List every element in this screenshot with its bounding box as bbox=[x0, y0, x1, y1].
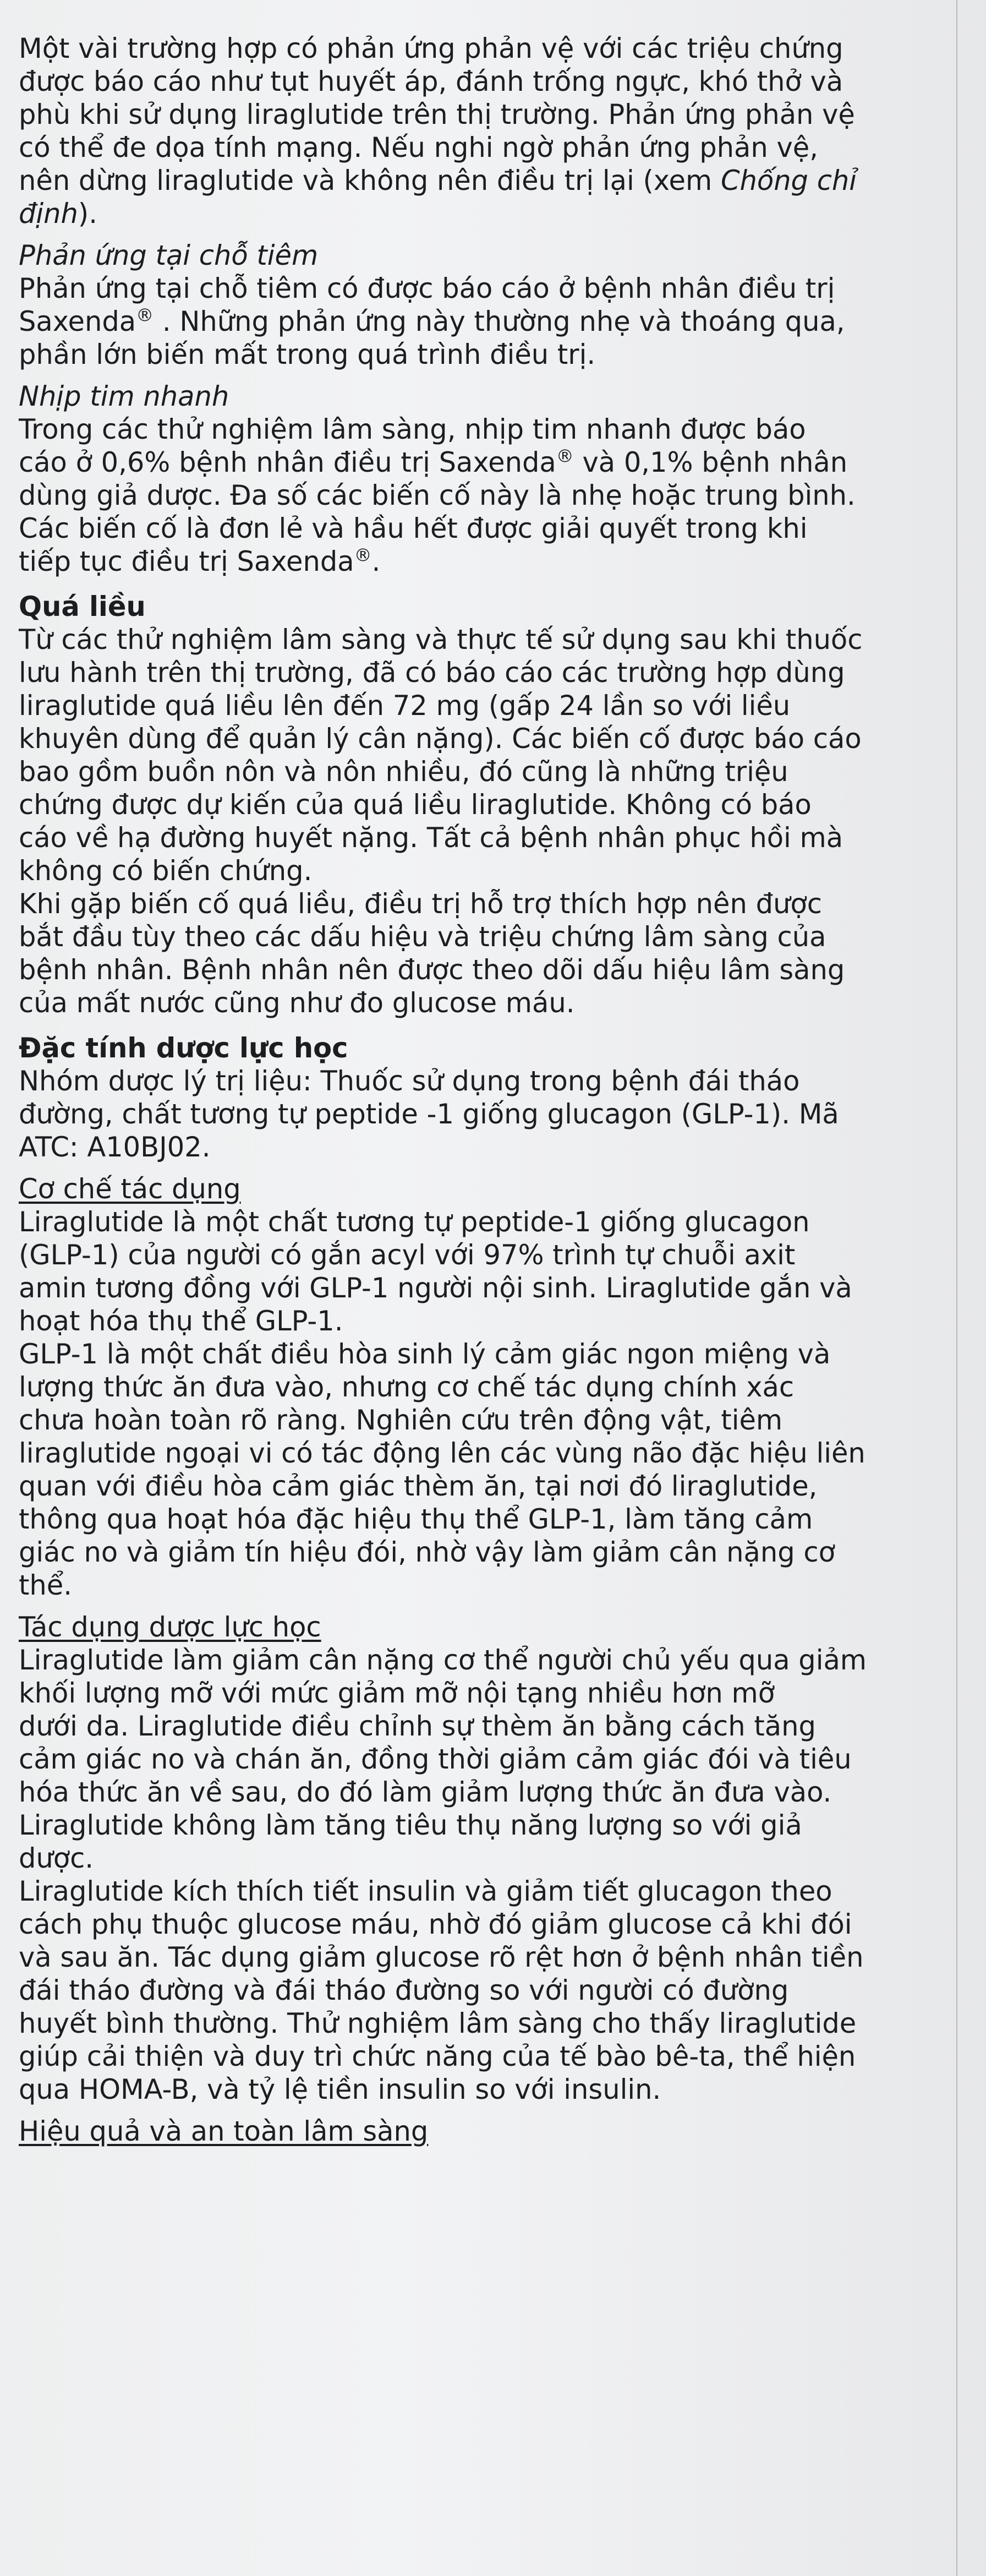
intro-line: có thể đe dọa tính mạng. Nếu nghi ngờ phản ứng phản vệ, bbox=[19, 132, 818, 163]
intro-line: Một vài trường hợp có phản ứng phản vệ với các triệu chứng bbox=[19, 32, 843, 64]
pd-effects-paragraph bbox=[19, 1644, 965, 2106]
pd-effects-line: dưới da. Liraglutide điều chỉnh sự thèm ăn bằng cách tăng bbox=[19, 1710, 816, 1742]
intro-tail: ). bbox=[78, 198, 97, 230]
contraindication-reference-cont: định bbox=[19, 198, 78, 230]
pd-effects-line: cách phụ thuộc glucose máu, nhờ đó giảm glucose cả khi đói bbox=[19, 1908, 852, 1940]
tachycardia-line: Các biến cố là đơn lẻ và hầu hết được giải quyết trong khi bbox=[19, 512, 808, 544]
pharmacodynamics-line: Nhóm dược lý trị liệu: Thuốc sử dụng trong bệnh đái tháo bbox=[19, 1065, 800, 1097]
pd-effects-line: Liraglutide làm giảm cân nặng cơ thể người chủ yếu qua giảm bbox=[19, 1644, 867, 1676]
overdose-line: không có biến chứng. bbox=[19, 855, 313, 887]
injection-site-line bbox=[19, 305, 965, 338]
pd-effects-line: khối lượng mỡ với mức giảm mỡ nội tạng nhiều hơn mỡ bbox=[19, 1677, 775, 1709]
mechanism-line: giác no và giảm tín hiệu đói, nhờ vậy làm giảm cân nặng cơ bbox=[19, 1536, 835, 1568]
contraindication-reference: Chống chỉ bbox=[720, 165, 857, 197]
pd-effects-line: đái tháo đường và đái tháo đường so với người có đường bbox=[19, 1974, 789, 2006]
mechanism-paragraph bbox=[19, 1205, 965, 1602]
tachycardia-heading: Nhịp tim nhanh bbox=[19, 380, 229, 412]
tachycardia-text: cáo ở 0,6% bệnh nhân điều trị Saxenda bbox=[19, 446, 556, 478]
registered-mark: ® bbox=[136, 304, 154, 326]
intro-line: được báo cáo như tụt huyết áp, đánh trống ngực, khó thở và bbox=[19, 66, 843, 97]
intro-line bbox=[19, 164, 965, 197]
overdose-line: bắt đầu tùy theo các dấu hiệu và triệu chứng lâm sàng của bbox=[19, 921, 826, 953]
injection-site-line: Phản ứng tại chỗ tiêm có được báo cáo ở bệnh nhân điều trị bbox=[19, 272, 835, 304]
mechanism-line: quan với điều hòa cảm giác thèm ăn, tại nơi đó liraglutide, bbox=[19, 1470, 818, 1502]
mechanism-line: GLP-1 là một chất điều hòa sinh lý cảm giác ngon miệng và bbox=[19, 1338, 831, 1370]
intro-line: phù khi sử dụng liraglutide trên thị trường. Phản ứng phản vệ bbox=[19, 99, 855, 130]
document-body bbox=[19, 32, 965, 2148]
tachycardia-text: và 0,1% bệnh nhân bbox=[573, 446, 848, 478]
intro-paragraph bbox=[19, 32, 965, 230]
overdose-line: khuyên dùng để quản lý cân nặng). Các biến cố được báo cáo bbox=[19, 723, 862, 755]
mechanism-line: liraglutide ngoại vi có tác động lên các vùng não đặc hiệu liên bbox=[19, 1437, 866, 1469]
pd-effects-line: cảm giác no và chán ăn, đồng thời giảm cảm giác đói và tiêu bbox=[19, 1743, 852, 1775]
injection-site-text: . Những phản ứng này thường nhẹ và thoáng qua, bbox=[154, 305, 845, 337]
overdose-line: lưu hành trên thị trường, đã có báo cáo các trường hợp dùng bbox=[19, 657, 845, 689]
tachycardia-text: . bbox=[371, 545, 381, 577]
overdose-line: của mất nước cũng như đo glucose máu. bbox=[19, 987, 575, 1019]
overdose-line: Khi gặp biến cố quá liều, điều trị hỗ trợ thích hợp nên được bbox=[19, 888, 822, 920]
mechanism-line: hoạt hóa thụ thể GLP-1. bbox=[19, 1305, 343, 1337]
mechanism-line: lượng thức ăn đưa vào, nhưng cơ chế tác dụng chính xác bbox=[19, 1371, 795, 1403]
tachycardia-line bbox=[19, 545, 965, 578]
overdose-line: bao gồm buồn nôn và nôn nhiều, đó cũng là những triệu bbox=[19, 756, 788, 788]
overdose-line: liraglutide quá liều lên đến 72 mg (gấp 24 lần so với liều bbox=[19, 690, 791, 722]
pharmacodynamics-line: đường, chất tương tự peptide -1 giống glucagon (GLP-1). Mã bbox=[19, 1098, 839, 1130]
tachycardia-text: tiếp tục điều trị Saxenda bbox=[19, 545, 354, 577]
registered-mark: ® bbox=[354, 544, 372, 566]
mechanism-line: thông qua hoạt hóa đặc hiệu thụ thể GLP-1, làm tăng cảm bbox=[19, 1503, 813, 1535]
overdose-line: Từ các thử nghiệm lâm sàng và thực tế sử dụng sau khi thuốc bbox=[19, 624, 863, 656]
mechanism-line: chưa hoàn toàn rõ ràng. Nghiên cứu trên động vật, tiêm bbox=[19, 1404, 783, 1436]
mechanism-line: Liraglutide là một chất tương tự peptide-1 giống glucagon bbox=[19, 1206, 810, 1238]
efficacy-heading: Hiệu quả và an toàn lâm sàng bbox=[19, 2115, 429, 2147]
tachycardia-line: dùng giả dược. Đa số các biến cố này là nhẹ hoặc trung bình. bbox=[19, 479, 856, 511]
tachycardia-line bbox=[19, 446, 965, 479]
pd-effects-line: Liraglutide kích thích tiết insulin và giảm tiết glucagon theo bbox=[19, 1875, 832, 1907]
pharmacodynamics-line: ATC: A10BJ02. bbox=[19, 1131, 211, 1163]
mechanism-line: thể. bbox=[19, 1569, 72, 1601]
overdose-line: bệnh nhân. Bệnh nhân nên được theo dõi dấu hiệu lâm sàng bbox=[19, 954, 845, 986]
overdose-line: cáo về hạ đường huyết nặng. Tất cả bệnh nhân phục hồi mà bbox=[19, 822, 843, 854]
pd-effects-line: qua HOMA-B, và tỷ lệ tiền insulin so với insulin. bbox=[19, 2073, 661, 2105]
overdose-paragraph bbox=[19, 623, 965, 1019]
pd-effects-line: giúp cải thiện và duy trì chức năng của tế bào bê-ta, thể hiện bbox=[19, 2040, 856, 2072]
mechanism-line: amin tương đồng với GLP-1 người nội sinh. Liraglutide gắn và bbox=[19, 1272, 852, 1304]
brand-name: Saxenda bbox=[19, 305, 136, 337]
tachycardia-line: Trong các thử nghiệm lâm sàng, nhịp tim nhanh được báo bbox=[19, 413, 806, 445]
intro-line bbox=[19, 197, 965, 230]
pd-effects-line: và sau ăn. Tác dụng giảm glucose rõ rệt hơn ở bệnh nhân tiền bbox=[19, 1941, 864, 1973]
registered-mark: ® bbox=[556, 445, 574, 467]
mechanism-line: (GLP-1) của người có gắn acyl với 97% trình tự chuỗi axit bbox=[19, 1239, 796, 1271]
intro-line-text: nên dừng liraglutide và không nên điều trị lại (xem bbox=[19, 165, 721, 197]
pharmacodynamics-paragraph bbox=[19, 1065, 965, 1164]
injection-site-paragraph bbox=[19, 272, 965, 371]
injection-site-line: phần lớn biến mất trong quá trình điều trị. bbox=[19, 339, 596, 370]
pd-effects-line: huyết bình thường. Thử nghiệm lâm sàng cho thấy liraglutide bbox=[19, 2007, 857, 2039]
pd-effects-line: hóa thức ăn về sau, do đó làm giảm lượng thức ăn đưa vào. bbox=[19, 1776, 832, 1808]
overdose-line: chứng được dự kiến của quá liều liraglutide. Không có báo bbox=[19, 789, 812, 821]
overdose-heading: Quá liều bbox=[19, 591, 146, 623]
pd-effects-line: Liraglutide không làm tăng tiêu thụ năng lượng so với giả bbox=[19, 1809, 802, 1841]
pd-effects-heading: Tác dụng dược lực học bbox=[19, 1611, 321, 1643]
mechanism-heading: Cơ chế tác dụng bbox=[19, 1173, 241, 1205]
pharmacodynamics-heading: Đặc tính dược lực học bbox=[19, 1032, 348, 1064]
pd-effects-line: dược. bbox=[19, 1842, 94, 1874]
injection-site-heading: Phản ứng tại chỗ tiêm bbox=[19, 239, 319, 271]
tachycardia-paragraph bbox=[19, 413, 965, 578]
